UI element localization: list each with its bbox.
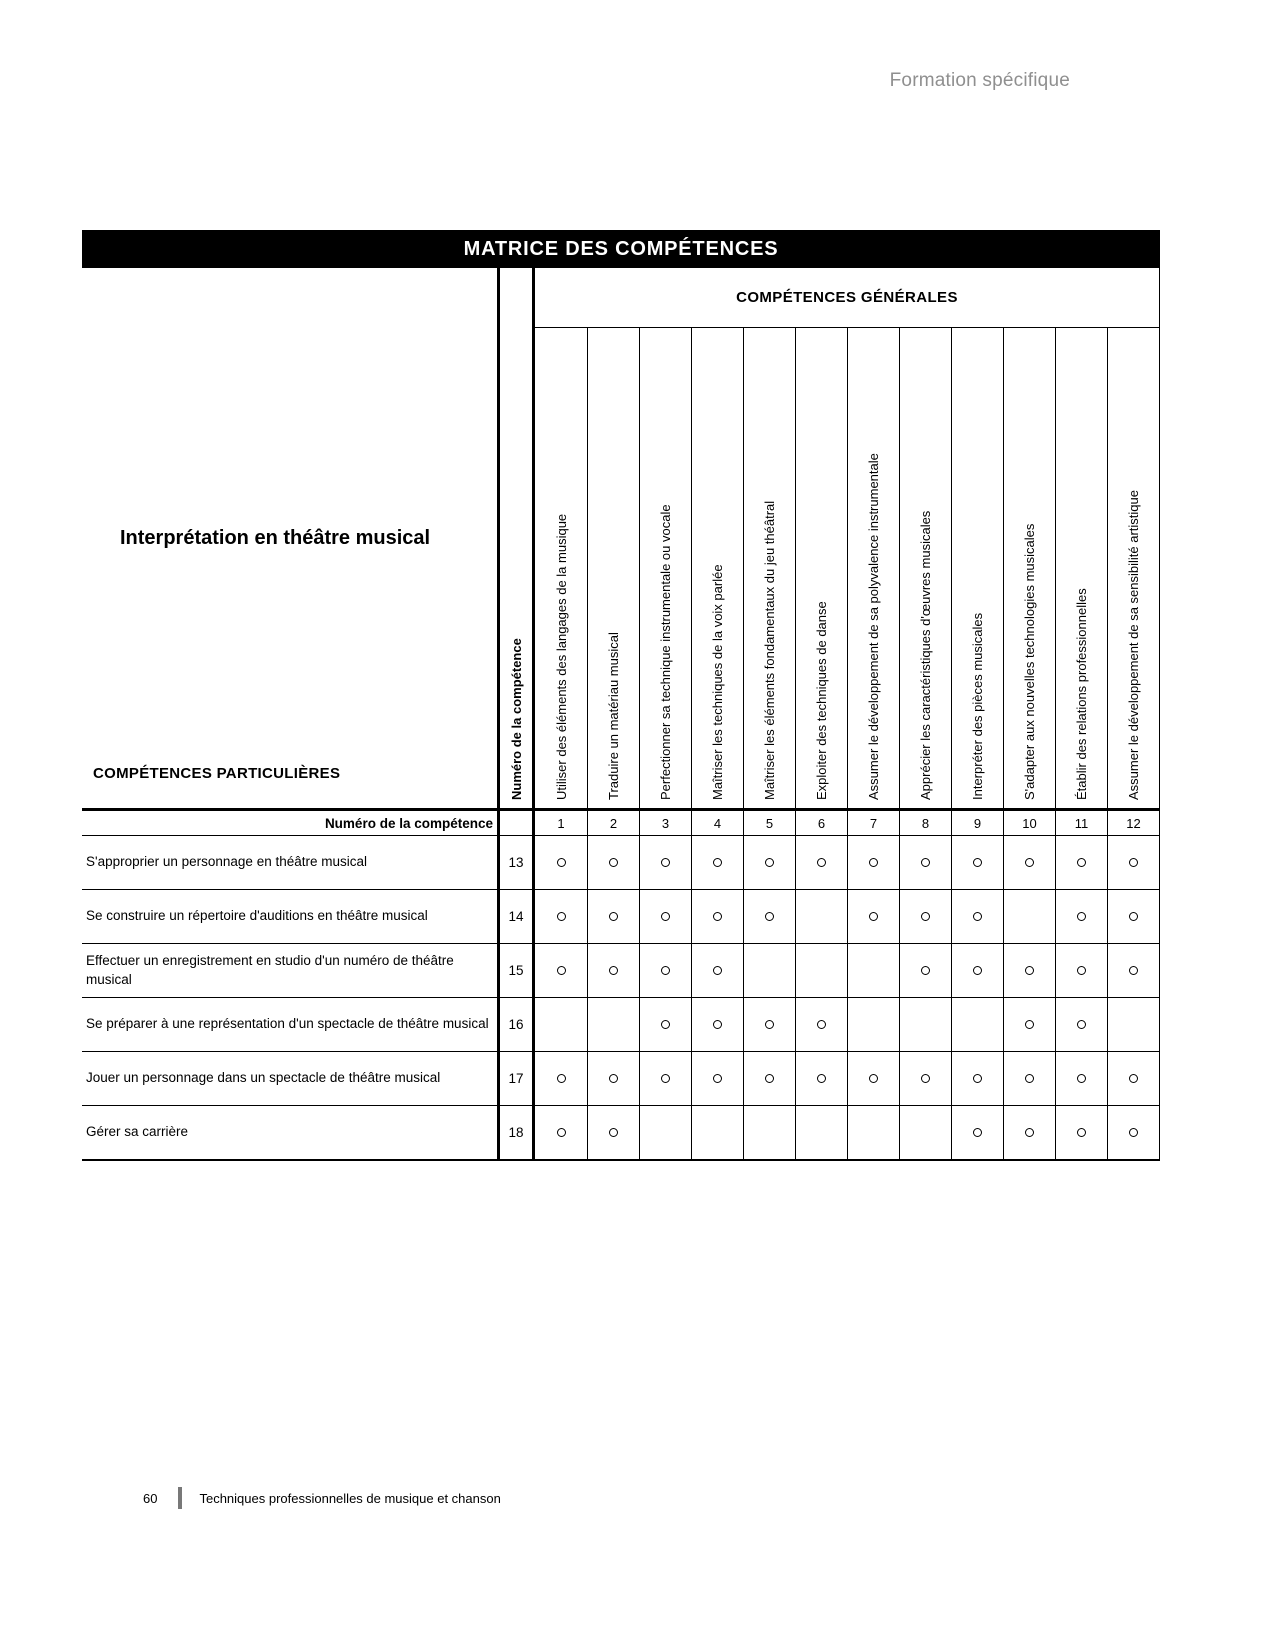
matrix-mark-cell: [639, 943, 691, 997]
matrix-mark-cell: [795, 997, 847, 1051]
matrix-mark-cell: [847, 997, 899, 1051]
page-number: 60: [143, 1490, 158, 1506]
section-header: Formation spécifique: [889, 70, 1070, 91]
competency-mark: [609, 912, 618, 921]
matrix-mark-cell: [899, 889, 951, 943]
competency-mark: [661, 1020, 670, 1029]
competency-mark: [817, 858, 826, 867]
competency-mark: [713, 966, 722, 975]
competency-mark: [765, 1020, 774, 1029]
general-competency-label: Traduire un matériau musical: [606, 632, 621, 800]
matrix-mark-cell: [951, 1051, 1003, 1105]
particular-competency-label: Gérer sa carrière: [82, 1105, 497, 1159]
matrix-mark-cell: [535, 997, 587, 1051]
general-competency-column: [899, 328, 951, 808]
competency-mark: [609, 966, 618, 975]
matrix-mark-cell: [951, 1105, 1003, 1159]
general-competencies-header: COMPÉTENCES GÉNÉRALES: [535, 268, 1159, 328]
competency-mark: [1129, 1128, 1138, 1137]
matrix-mark-cell: [1003, 835, 1055, 889]
matrix-mark-cell: [1003, 1051, 1055, 1105]
general-competency-column: [743, 328, 795, 808]
competency-mark: [557, 912, 566, 921]
matrix-mark-cell: [1107, 1051, 1159, 1105]
general-competency-label: Établir des relations professionnelles: [1074, 588, 1089, 800]
competency-mark: [1129, 1074, 1138, 1083]
competency-mark: [609, 1128, 618, 1137]
matrix-mark-cell: [691, 835, 743, 889]
matrix-mark-cell: [1003, 997, 1055, 1051]
matrix-mark-cell: [639, 835, 691, 889]
matrix-mark-cell: [743, 889, 795, 943]
particular-competency-label: S'approprier un personnage en théâtre musical: [82, 835, 497, 889]
general-competency-label: Perfectionner sa technique instrumentale ou vocale: [658, 504, 673, 800]
competency-mark: [765, 858, 774, 867]
matrix-mark-cell: [899, 1105, 951, 1159]
competency-mark: [609, 858, 618, 867]
competency-mark: [713, 858, 722, 867]
matrix-mark-cell: [847, 889, 899, 943]
matrix-title-banner: MATRICE DES COMPÉTENCES: [82, 230, 1160, 268]
matrix-mark-cell: [951, 835, 1003, 889]
competency-mark: [973, 912, 982, 921]
matrix-mark-cell: [535, 1051, 587, 1105]
general-competency-column: [535, 328, 587, 808]
matrix-mark-cell: [535, 1105, 587, 1159]
general-competency-number: 4: [691, 808, 743, 835]
matrix-mark-cell: [587, 1105, 639, 1159]
matrix-mark-cell: [691, 943, 743, 997]
matrix-mark-cell: [743, 997, 795, 1051]
competency-mark: [921, 966, 930, 975]
competency-matrix: [82, 230, 1160, 1161]
matrix-mark-cell: [587, 1051, 639, 1105]
general-competency-label: Assumer le développement de sa polyvalence instrumentale: [866, 453, 881, 800]
competency-mark: [1025, 966, 1034, 975]
matrix-mark-cell: [587, 997, 639, 1051]
general-competency-number: 8: [899, 808, 951, 835]
general-competency-number: 11: [1055, 808, 1107, 835]
matrix-mark-cell: [743, 835, 795, 889]
matrix-mark-cell: [1003, 1105, 1055, 1159]
competency-mark: [661, 858, 670, 867]
competency-mark: [1077, 1020, 1086, 1029]
matrix-mark-cell: [795, 1105, 847, 1159]
competence-number-row-spacer: [497, 808, 535, 835]
particular-competency-number: 18: [497, 1105, 535, 1159]
matrix-mark-cell: [1055, 1051, 1107, 1105]
general-competency-label: Apprécier les caractéristiques d'œuvres musicales: [918, 510, 933, 800]
page-footer: [143, 1487, 501, 1509]
general-competency-label: Interpréter des pièces musicales: [970, 612, 985, 800]
program-title: Interprétation en théâtre musical: [120, 527, 431, 549]
matrix-left-header: [82, 268, 497, 808]
competency-mark: [661, 912, 670, 921]
general-competency-label: Utiliser des éléments des langages de la musique: [553, 513, 569, 800]
general-competency-column: [691, 328, 743, 808]
matrix-mark-cell: [691, 997, 743, 1051]
general-competency-label: Maîtriser les techniques de la voix parlée: [710, 564, 725, 800]
general-competency-column: [795, 328, 847, 808]
general-competency-column: [1003, 328, 1055, 808]
competency-mark: [557, 1128, 566, 1137]
general-competency-number: 5: [743, 808, 795, 835]
matrix-mark-cell: [1107, 943, 1159, 997]
general-competency-number: 10: [1003, 808, 1055, 835]
matrix-mark-cell: [951, 889, 1003, 943]
general-competency-label: S'adapter aux nouvelles technologies musicales: [1022, 523, 1037, 800]
particular-competency-number: 14: [497, 889, 535, 943]
matrix-mark-cell: [899, 943, 951, 997]
matrix-mark-cell: [1107, 1105, 1159, 1159]
competency-mark: [713, 1020, 722, 1029]
competency-mark: [661, 966, 670, 975]
general-competency-column: [847, 328, 899, 808]
matrix-mark-cell: [795, 943, 847, 997]
matrix-mark-cell: [639, 997, 691, 1051]
particular-competencies-header: COMPÉTENCES PARTICULIÈRES: [93, 765, 341, 782]
competency-mark: [973, 1074, 982, 1083]
competency-mark: [557, 858, 566, 867]
competency-mark: [817, 1074, 826, 1083]
matrix-mark-cell: [899, 835, 951, 889]
competency-mark: [1077, 1074, 1086, 1083]
competency-mark: [869, 858, 878, 867]
matrix-mark-cell: [743, 943, 795, 997]
matrix-mark-cell: [691, 1105, 743, 1159]
general-competency-column: [951, 328, 1003, 808]
general-competency-number: 9: [951, 808, 1003, 835]
particular-competency-number: 16: [497, 997, 535, 1051]
competency-mark: [713, 1074, 722, 1083]
matrix-mark-cell: [951, 943, 1003, 997]
matrix-mark-cell: [639, 1105, 691, 1159]
competence-number-column-header: [497, 268, 535, 808]
matrix-mark-cell: [951, 997, 1003, 1051]
matrix-mark-cell: [691, 1051, 743, 1105]
general-competency-column: [1055, 328, 1107, 808]
matrix-mark-cell: [1055, 889, 1107, 943]
competency-mark: [869, 912, 878, 921]
general-competency-label: Maîtriser les éléments fondamentaux du jeu théâtral: [762, 500, 777, 800]
particular-competency-label: Se construire un répertoire d'auditions en théâtre musical: [82, 889, 497, 943]
competency-mark: [1025, 858, 1034, 867]
matrix-mark-cell: [743, 1105, 795, 1159]
general-competency-label: Assumer le développement de sa sensibilité artistique: [1126, 489, 1141, 800]
matrix-mark-cell: [535, 943, 587, 997]
competency-mark: [1025, 1074, 1034, 1083]
matrix-mark-cell: [847, 835, 899, 889]
matrix-mark-cell: [587, 943, 639, 997]
matrix-mark-cell: [743, 1051, 795, 1105]
matrix-mark-cell: [1003, 943, 1055, 997]
competency-mark: [765, 912, 774, 921]
general-competency-number: 6: [795, 808, 847, 835]
matrix-mark-cell: [1055, 997, 1107, 1051]
competency-mark: [1129, 912, 1138, 921]
general-competency-column: [587, 328, 639, 808]
competency-mark: [1077, 1128, 1086, 1137]
matrix-mark-cell: [639, 1051, 691, 1105]
matrix-mark-cell: [587, 835, 639, 889]
particular-competency-label: Jouer un personnage dans un spectacle de théâtre musical: [82, 1051, 497, 1105]
competency-mark: [557, 1074, 566, 1083]
competency-mark: [973, 966, 982, 975]
matrix-mark-cell: [587, 889, 639, 943]
particular-competency-label: Se préparer à une représentation d'un spectacle de théâtre musical: [82, 997, 497, 1051]
competency-mark: [765, 1074, 774, 1083]
matrix-mark-cell: [1055, 943, 1107, 997]
competency-mark: [1077, 966, 1086, 975]
competence-number-row-label: Numéro de la compétence: [82, 808, 497, 835]
competency-mark: [973, 858, 982, 867]
matrix-mark-cell: [1055, 835, 1107, 889]
competency-mark: [817, 1020, 826, 1029]
competency-mark: [921, 858, 930, 867]
matrix-mark-cell: [1107, 997, 1159, 1051]
particular-competency-number: 13: [497, 835, 535, 889]
matrix-mark-cell: [1003, 889, 1055, 943]
matrix-mark-cell: [795, 889, 847, 943]
matrix-mark-cell: [847, 943, 899, 997]
competency-mark: [1025, 1128, 1034, 1137]
particular-competency-number: 17: [497, 1051, 535, 1105]
general-competency-label: Exploiter des techniques de danse: [814, 601, 829, 800]
matrix-table: [82, 268, 1160, 1161]
general-competency-number: 7: [847, 808, 899, 835]
competency-mark: [1129, 966, 1138, 975]
matrix-mark-cell: [1107, 835, 1159, 889]
matrix-mark-cell: [535, 835, 587, 889]
matrix-mark-cell: [899, 1051, 951, 1105]
competency-mark: [1077, 912, 1086, 921]
matrix-mark-cell: [899, 997, 951, 1051]
competency-mark: [869, 1074, 878, 1083]
competency-mark: [609, 1074, 618, 1083]
general-competency-column: [639, 328, 691, 808]
matrix-mark-cell: [1107, 889, 1159, 943]
general-competency-column: [1107, 328, 1159, 808]
matrix-mark-cell: [535, 889, 587, 943]
matrix-mark-cell: [691, 889, 743, 943]
general-competency-number: 2: [587, 808, 639, 835]
matrix-mark-cell: [639, 889, 691, 943]
competence-number-column-label: Numéro de la compétence: [508, 638, 524, 800]
matrix-mark-cell: [847, 1105, 899, 1159]
competency-mark: [713, 912, 722, 921]
competency-mark: [661, 1074, 670, 1083]
matrix-mark-cell: [795, 835, 847, 889]
competency-mark: [973, 1128, 982, 1137]
competency-mark: [1077, 858, 1086, 867]
particular-competency-label: Effectuer un enregistrement en studio d'un numéro de théâtre musical: [82, 943, 497, 997]
competency-mark: [557, 966, 566, 975]
footer-text: Techniques professionnelles de musique et chanson: [199, 1490, 501, 1506]
general-competency-number: 12: [1107, 808, 1159, 835]
general-competency-number: 3: [639, 808, 691, 835]
particular-competency-number: 15: [497, 943, 535, 997]
matrix-mark-cell: [847, 1051, 899, 1105]
competency-mark: [921, 1074, 930, 1083]
matrix-mark-cell: [795, 1051, 847, 1105]
competency-mark: [921, 912, 930, 921]
footer-divider: [178, 1487, 182, 1509]
competency-mark: [1129, 858, 1138, 867]
matrix-mark-cell: [1055, 1105, 1107, 1159]
competency-mark: [1025, 1020, 1034, 1029]
general-competency-number: 1: [535, 808, 587, 835]
